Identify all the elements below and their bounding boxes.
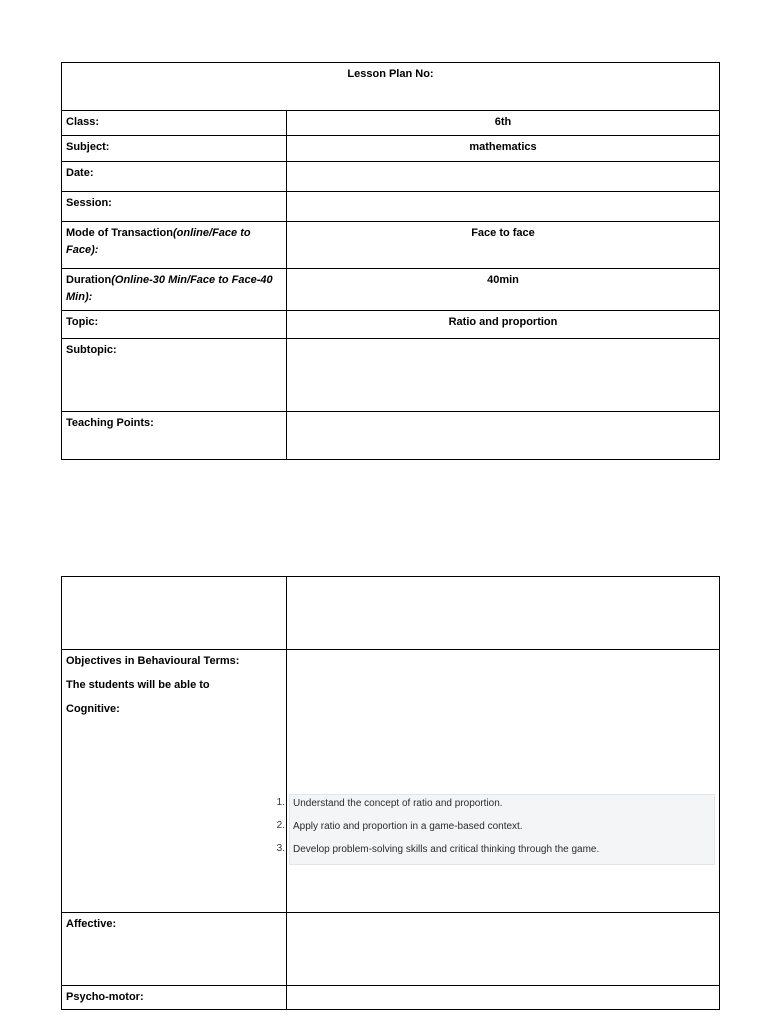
lesson-plan-table <box>61 62 720 460</box>
affective-value <box>287 913 720 986</box>
mode-value: Face to face <box>287 222 720 269</box>
psychomotor-label: Psycho-motor: <box>62 986 287 1010</box>
objective-item: Develop problem-solving skills and critical thinking through the game. <box>293 844 600 855</box>
duration-value: 40min <box>287 269 720 311</box>
objective-number: 1. <box>276 797 285 808</box>
cognitive-label: Cognitive: <box>66 703 120 715</box>
objective-item: Apply ratio and proportion in a game-based context. <box>293 821 523 832</box>
blank-cell-left <box>62 577 287 650</box>
mode-label-plain: Mode of Transaction <box>66 227 173 239</box>
date-value <box>287 162 720 192</box>
subtopic-value <box>287 339 720 412</box>
class-value: 6th <box>287 111 720 136</box>
teaching-points-label: Teaching Points: <box>62 412 287 460</box>
objectives-intro: The students will be able to <box>66 679 210 691</box>
duration-label-plain: Duration <box>66 274 112 286</box>
psychomotor-value <box>287 986 720 1010</box>
duration-label <box>62 269 287 311</box>
session-value <box>287 192 720 222</box>
subtopic-label: Subtopic: <box>62 339 287 412</box>
objectives-label-cell <box>62 650 287 913</box>
teaching-points-value <box>287 412 720 460</box>
objective-number: 3. <box>276 843 285 854</box>
objective-item: Understand the concept of ratio and proportion. <box>293 798 503 809</box>
topic-value: Ratio and proportion <box>287 311 720 339</box>
subject-value: mathematics <box>287 136 720 162</box>
cognitive-objectives-list <box>289 794 715 865</box>
mode-label <box>62 222 287 269</box>
objectives-table <box>61 576 720 1010</box>
objective-numbers <box>277 794 285 863</box>
session-label: Session: <box>62 192 287 222</box>
subject-label: Subject: <box>62 136 287 162</box>
affective-label: Affective: <box>62 913 287 986</box>
blank-cell-right <box>287 577 720 650</box>
mode-label-italic: (online/Face to Face): <box>66 227 251 256</box>
objectives-heading: Objectives in Behavioural Terms: <box>66 655 240 667</box>
objectives-content-cell <box>287 650 720 913</box>
objective-number: 2. <box>276 820 285 831</box>
duration-label-italic: (Online-30 Min/Face to Face-40 Min): <box>66 274 273 303</box>
class-label: Class: <box>62 111 287 136</box>
lesson-plan-title: Lesson Plan No: <box>62 63 720 111</box>
topic-label: Topic: <box>62 311 287 339</box>
date-label: Date: <box>62 162 287 192</box>
